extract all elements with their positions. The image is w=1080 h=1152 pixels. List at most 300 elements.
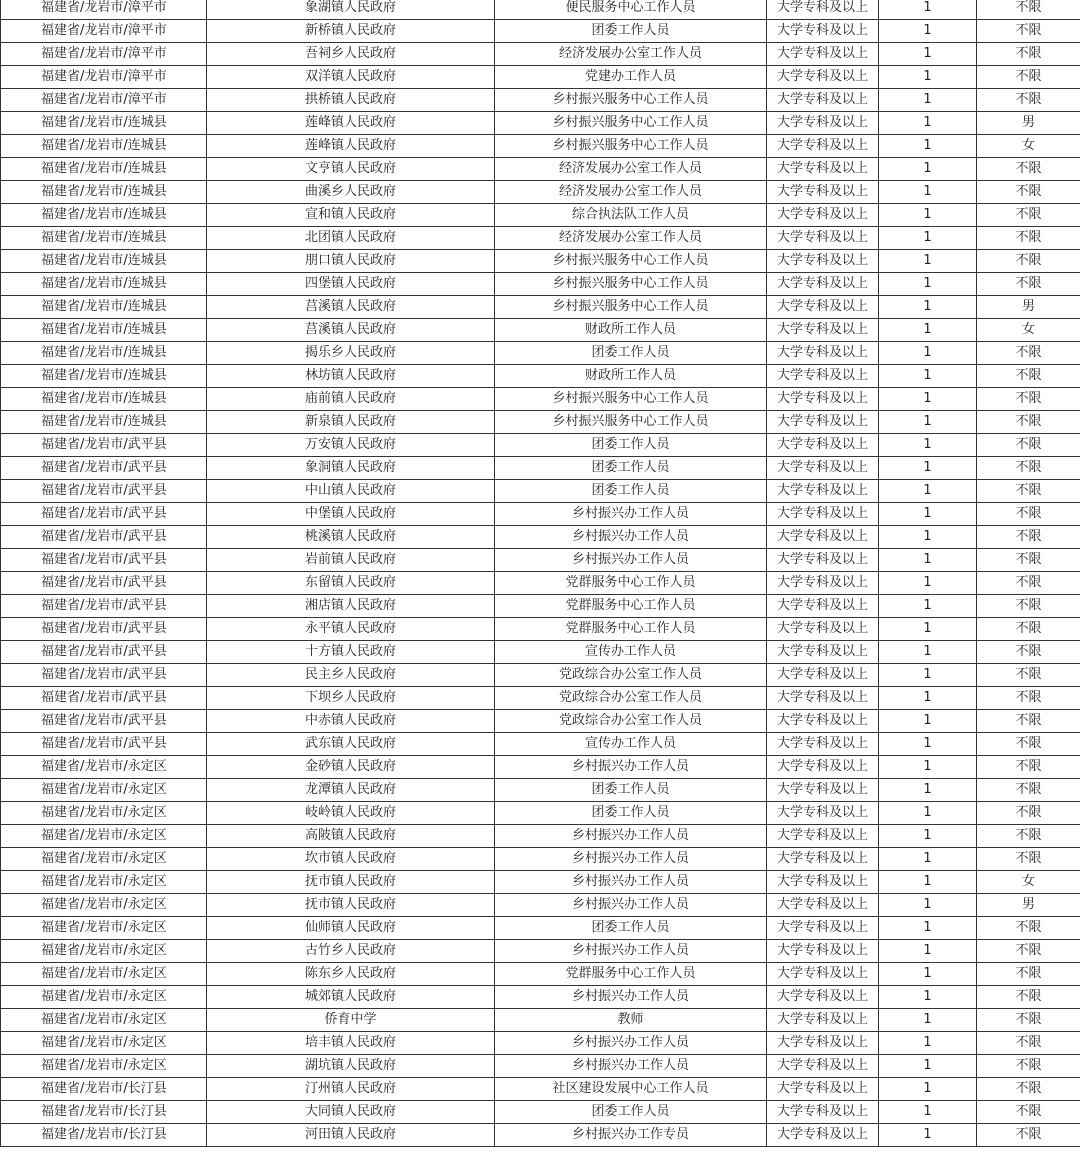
gender-cell: 不限: [977, 526, 1080, 549]
education-cell: 大学专科及以上: [767, 710, 879, 733]
table-row: [1, 1101, 1080, 1124]
region-cell: 福建省/龙岩市/武平县: [1, 710, 207, 733]
employer-cell: 金砂镇人民政府: [207, 756, 495, 779]
gender-cell: 不限: [977, 1124, 1080, 1147]
education-cell: 大学专科及以上: [767, 871, 879, 894]
gender-cell: 不限: [977, 664, 1080, 687]
position-cell: 乡村振兴服务中心工作人员: [495, 250, 767, 273]
education-cell: 大学专科及以上: [767, 848, 879, 871]
region-cell: 福建省/龙岩市/漳平市: [1, 43, 207, 66]
position-cell: 团委工作人员: [495, 802, 767, 825]
headcount-cell: 1: [879, 756, 977, 779]
position-cell: 乡村振兴办工作人员: [495, 526, 767, 549]
gender-cell: 女: [977, 319, 1080, 342]
headcount-cell: 1: [879, 825, 977, 848]
headcount-cell: 1: [879, 273, 977, 296]
gender-cell: 不限: [977, 572, 1080, 595]
gender-cell: 不限: [977, 733, 1080, 756]
headcount-cell: 1: [879, 0, 977, 20]
table-row: [1, 204, 1080, 227]
job-table-body: [1, 0, 1080, 1147]
education-cell: 大学专科及以上: [767, 227, 879, 250]
education-cell: 大学专科及以上: [767, 250, 879, 273]
gender-cell: 不限: [977, 687, 1080, 710]
employer-cell: 抚市镇人民政府: [207, 871, 495, 894]
education-cell: 大学专科及以上: [767, 1032, 879, 1055]
headcount-cell: 1: [879, 43, 977, 66]
table-row: [1, 227, 1080, 250]
position-cell: 经济发展办公室工作人员: [495, 227, 767, 250]
position-cell: 乡村振兴办工作人员: [495, 986, 767, 1009]
education-cell: 大学专科及以上: [767, 733, 879, 756]
headcount-cell: 1: [879, 1032, 977, 1055]
table-row: [1, 342, 1080, 365]
table-row: [1, 434, 1080, 457]
gender-cell: 不限: [977, 756, 1080, 779]
table-row: [1, 43, 1080, 66]
position-cell: 乡村振兴办工作人员: [495, 871, 767, 894]
region-cell: 福建省/龙岩市/永定区: [1, 825, 207, 848]
education-cell: 大学专科及以上: [767, 66, 879, 89]
position-cell: 经济发展办公室工作人员: [495, 158, 767, 181]
education-cell: 大学专科及以上: [767, 296, 879, 319]
position-cell: 乡村振兴服务中心工作人员: [495, 411, 767, 434]
employer-cell: 曲溪乡人民政府: [207, 181, 495, 204]
headcount-cell: 1: [879, 894, 977, 917]
gender-cell: 男: [977, 296, 1080, 319]
table-row: [1, 687, 1080, 710]
region-cell: 福建省/龙岩市/武平县: [1, 733, 207, 756]
education-cell: 大学专科及以上: [767, 1078, 879, 1101]
gender-cell: 不限: [977, 710, 1080, 733]
employer-cell: 城郊镇人民政府: [207, 986, 495, 1009]
gender-cell: 不限: [977, 802, 1080, 825]
employer-cell: 岐岭镇人民政府: [207, 802, 495, 825]
region-cell: 福建省/龙岩市/武平县: [1, 641, 207, 664]
headcount-cell: 1: [879, 572, 977, 595]
region-cell: 福建省/龙岩市/漳平市: [1, 0, 207, 20]
region-cell: 福建省/龙岩市/武平县: [1, 549, 207, 572]
headcount-cell: 1: [879, 963, 977, 986]
employer-cell: 龙潭镇人民政府: [207, 779, 495, 802]
position-cell: 经济发展办公室工作人员: [495, 43, 767, 66]
table-row: [1, 112, 1080, 135]
education-cell: 大学专科及以上: [767, 112, 879, 135]
gender-cell: 不限: [977, 204, 1080, 227]
employer-cell: 莒溪镇人民政府: [207, 296, 495, 319]
region-cell: 福建省/龙岩市/永定区: [1, 779, 207, 802]
gender-cell: 不限: [977, 342, 1080, 365]
education-cell: 大学专科及以上: [767, 319, 879, 342]
gender-cell: 不限: [977, 480, 1080, 503]
headcount-cell: 1: [879, 480, 977, 503]
position-cell: 团委工作人员: [495, 480, 767, 503]
gender-cell: 不限: [977, 411, 1080, 434]
employer-cell: 古竹乡人民政府: [207, 940, 495, 963]
position-cell: 教师: [495, 1009, 767, 1032]
employer-cell: 莲峰镇人民政府: [207, 135, 495, 158]
table-row: [1, 457, 1080, 480]
position-cell: 乡村振兴办工作专员: [495, 1124, 767, 1147]
region-cell: 福建省/龙岩市/漳平市: [1, 66, 207, 89]
region-cell: 福建省/龙岩市/漳平市: [1, 89, 207, 112]
employer-cell: 岩前镇人民政府: [207, 549, 495, 572]
headcount-cell: 1: [879, 618, 977, 641]
education-cell: 大学专科及以上: [767, 756, 879, 779]
position-cell: 党政综合办公室工作人员: [495, 664, 767, 687]
education-cell: 大学专科及以上: [767, 1124, 879, 1147]
gender-cell: 不限: [977, 1055, 1080, 1078]
position-cell: 宣传办工作人员: [495, 733, 767, 756]
table-row: [1, 158, 1080, 181]
table-row: [1, 181, 1080, 204]
region-cell: 福建省/龙岩市/永定区: [1, 963, 207, 986]
region-cell: 福建省/龙岩市/永定区: [1, 917, 207, 940]
gender-cell: 不限: [977, 89, 1080, 112]
position-cell: 乡村振兴办工作人员: [495, 894, 767, 917]
region-cell: 福建省/龙岩市/武平县: [1, 503, 207, 526]
position-cell: 社区建设发展中心工作人员: [495, 1078, 767, 1101]
employer-cell: 湘店镇人民政府: [207, 595, 495, 618]
headcount-cell: 1: [879, 526, 977, 549]
headcount-cell: 1: [879, 66, 977, 89]
education-cell: 大学专科及以上: [767, 1009, 879, 1032]
position-cell: 乡村振兴服务中心工作人员: [495, 388, 767, 411]
region-cell: 福建省/龙岩市/长汀县: [1, 1101, 207, 1124]
education-cell: 大学专科及以上: [767, 181, 879, 204]
education-cell: 大学专科及以上: [767, 618, 879, 641]
region-cell: 福建省/龙岩市/武平县: [1, 434, 207, 457]
headcount-cell: 1: [879, 710, 977, 733]
table-row: [1, 825, 1080, 848]
region-cell: 福建省/龙岩市/武平县: [1, 618, 207, 641]
employer-cell: 新泉镇人民政府: [207, 411, 495, 434]
gender-cell: 不限: [977, 227, 1080, 250]
headcount-cell: 1: [879, 1078, 977, 1101]
position-cell: 党群服务中心工作人员: [495, 572, 767, 595]
table-row: [1, 618, 1080, 641]
employer-cell: 双洋镇人民政府: [207, 66, 495, 89]
region-cell: 福建省/龙岩市/连城县: [1, 227, 207, 250]
region-cell: 福建省/龙岩市/永定区: [1, 1032, 207, 1055]
position-cell: 党群服务中心工作人员: [495, 618, 767, 641]
table-row: [1, 250, 1080, 273]
table-row: [1, 1032, 1080, 1055]
gender-cell: 不限: [977, 43, 1080, 66]
education-cell: 大学专科及以上: [767, 365, 879, 388]
employer-cell: 象湖镇人民政府: [207, 0, 495, 20]
gender-cell: 不限: [977, 434, 1080, 457]
table-row: [1, 917, 1080, 940]
position-cell: 团委工作人员: [495, 342, 767, 365]
gender-cell: 不限: [977, 158, 1080, 181]
region-cell: 福建省/龙岩市/永定区: [1, 756, 207, 779]
education-cell: 大学专科及以上: [767, 986, 879, 1009]
table-row: [1, 1078, 1080, 1101]
employer-cell: 东留镇人民政府: [207, 572, 495, 595]
table-row: [1, 66, 1080, 89]
employer-cell: 文亨镇人民政府: [207, 158, 495, 181]
position-cell: 乡村振兴办工作人员: [495, 848, 767, 871]
position-cell: 乡村振兴办工作人员: [495, 1055, 767, 1078]
education-cell: 大学专科及以上: [767, 641, 879, 664]
employer-cell: 河田镇人民政府: [207, 1124, 495, 1147]
education-cell: 大学专科及以上: [767, 0, 879, 20]
headcount-cell: 1: [879, 595, 977, 618]
position-cell: 党政综合办公室工作人员: [495, 710, 767, 733]
region-cell: 福建省/龙岩市/连城县: [1, 319, 207, 342]
education-cell: 大学专科及以上: [767, 342, 879, 365]
employer-cell: 坎市镇人民政府: [207, 848, 495, 871]
gender-cell: 不限: [977, 388, 1080, 411]
table-row: [1, 963, 1080, 986]
table-row: [1, 89, 1080, 112]
region-cell: 福建省/龙岩市/武平县: [1, 687, 207, 710]
headcount-cell: 1: [879, 365, 977, 388]
table-row: [1, 503, 1080, 526]
employer-cell: 拱桥镇人民政府: [207, 89, 495, 112]
position-cell: 乡村振兴服务中心工作人员: [495, 273, 767, 296]
education-cell: 大学专科及以上: [767, 549, 879, 572]
education-cell: 大学专科及以上: [767, 572, 879, 595]
table-row: [1, 319, 1080, 342]
table-row: [1, 894, 1080, 917]
employer-cell: 大同镇人民政府: [207, 1101, 495, 1124]
employer-cell: 象洞镇人民政府: [207, 457, 495, 480]
headcount-cell: 1: [879, 158, 977, 181]
headcount-cell: 1: [879, 848, 977, 871]
gender-cell: 不限: [977, 779, 1080, 802]
education-cell: 大学专科及以上: [767, 779, 879, 802]
gender-cell: 女: [977, 135, 1080, 158]
position-cell: 乡村振兴办工作人员: [495, 503, 767, 526]
employer-cell: 朋口镇人民政府: [207, 250, 495, 273]
region-cell: 福建省/龙岩市/连城县: [1, 296, 207, 319]
table-row: [1, 365, 1080, 388]
headcount-cell: 1: [879, 112, 977, 135]
employer-cell: 武东镇人民政府: [207, 733, 495, 756]
gender-cell: 不限: [977, 20, 1080, 43]
position-cell: 乡村振兴服务中心工作人员: [495, 135, 767, 158]
region-cell: 福建省/龙岩市/连城县: [1, 273, 207, 296]
gender-cell: 不限: [977, 618, 1080, 641]
headcount-cell: 1: [879, 296, 977, 319]
position-cell: 党政综合办公室工作人员: [495, 687, 767, 710]
education-cell: 大学专科及以上: [767, 135, 879, 158]
headcount-cell: 1: [879, 940, 977, 963]
headcount-cell: 1: [879, 779, 977, 802]
region-cell: 福建省/龙岩市/永定区: [1, 1055, 207, 1078]
position-cell: 党群服务中心工作人员: [495, 963, 767, 986]
education-cell: 大学专科及以上: [767, 1055, 879, 1078]
employer-cell: 庙前镇人民政府: [207, 388, 495, 411]
region-cell: 福建省/龙岩市/连城县: [1, 181, 207, 204]
position-cell: 便民服务中心工作人员: [495, 0, 767, 20]
education-cell: 大学专科及以上: [767, 802, 879, 825]
employer-cell: 万安镇人民政府: [207, 434, 495, 457]
gender-cell: 不限: [977, 1032, 1080, 1055]
headcount-cell: 1: [879, 986, 977, 1009]
headcount-cell: 1: [879, 181, 977, 204]
position-cell: 团委工作人员: [495, 20, 767, 43]
employer-cell: 新桥镇人民政府: [207, 20, 495, 43]
headcount-cell: 1: [879, 1009, 977, 1032]
position-cell: 乡村振兴办工作人员: [495, 940, 767, 963]
table-row: [1, 1055, 1080, 1078]
region-cell: 福建省/龙岩市/连城县: [1, 204, 207, 227]
gender-cell: 不限: [977, 641, 1080, 664]
employer-cell: 抚市镇人民政府: [207, 894, 495, 917]
gender-cell: 男: [977, 112, 1080, 135]
region-cell: 福建省/龙岩市/武平县: [1, 664, 207, 687]
region-cell: 福建省/龙岩市/永定区: [1, 894, 207, 917]
employer-cell: 莲峰镇人民政府: [207, 112, 495, 135]
region-cell: 福建省/龙岩市/武平县: [1, 457, 207, 480]
table-row: [1, 20, 1080, 43]
gender-cell: 不限: [977, 1078, 1080, 1101]
employer-cell: 吾祠乡人民政府: [207, 43, 495, 66]
gender-cell: 不限: [977, 1009, 1080, 1032]
gender-cell: 不限: [977, 917, 1080, 940]
region-cell: 福建省/龙岩市/长汀县: [1, 1124, 207, 1147]
region-cell: 福建省/龙岩市/连城县: [1, 411, 207, 434]
position-cell: 乡村振兴服务中心工作人员: [495, 89, 767, 112]
headcount-cell: 1: [879, 250, 977, 273]
employer-cell: 中堡镇人民政府: [207, 503, 495, 526]
position-cell: 团委工作人员: [495, 434, 767, 457]
headcount-cell: 1: [879, 319, 977, 342]
gender-cell: 不限: [977, 0, 1080, 20]
education-cell: 大学专科及以上: [767, 480, 879, 503]
headcount-cell: 1: [879, 664, 977, 687]
headcount-cell: 1: [879, 388, 977, 411]
education-cell: 大学专科及以上: [767, 825, 879, 848]
table-row: [1, 0, 1080, 20]
education-cell: 大学专科及以上: [767, 20, 879, 43]
education-cell: 大学专科及以上: [767, 503, 879, 526]
education-cell: 大学专科及以上: [767, 940, 879, 963]
employer-cell: 莒溪镇人民政府: [207, 319, 495, 342]
position-cell: 宣传办工作人员: [495, 641, 767, 664]
table-row: [1, 135, 1080, 158]
headcount-cell: 1: [879, 457, 977, 480]
position-cell: 财政所工作人员: [495, 365, 767, 388]
education-cell: 大学专科及以上: [767, 917, 879, 940]
region-cell: 福建省/龙岩市/永定区: [1, 986, 207, 1009]
table-row: [1, 710, 1080, 733]
employer-cell: 高陂镇人民政府: [207, 825, 495, 848]
region-cell: 福建省/龙岩市/连城县: [1, 135, 207, 158]
employer-cell: 湖坑镇人民政府: [207, 1055, 495, 1078]
position-cell: 乡村振兴办工作人员: [495, 1032, 767, 1055]
table-row: [1, 1009, 1080, 1032]
employer-cell: 中山镇人民政府: [207, 480, 495, 503]
region-cell: 福建省/龙岩市/连城县: [1, 112, 207, 135]
gender-cell: 不限: [977, 986, 1080, 1009]
table-row: [1, 388, 1080, 411]
gender-cell: 不限: [977, 549, 1080, 572]
position-cell: 财政所工作人员: [495, 319, 767, 342]
headcount-cell: 1: [879, 1101, 977, 1124]
region-cell: 福建省/龙岩市/长汀县: [1, 1078, 207, 1101]
gender-cell: 男: [977, 894, 1080, 917]
headcount-cell: 1: [879, 503, 977, 526]
headcount-cell: 1: [879, 89, 977, 112]
education-cell: 大学专科及以上: [767, 526, 879, 549]
headcount-cell: 1: [879, 342, 977, 365]
employer-cell: 永平镇人民政府: [207, 618, 495, 641]
table-row: [1, 480, 1080, 503]
table-row: [1, 572, 1080, 595]
headcount-cell: 1: [879, 733, 977, 756]
region-cell: 福建省/龙岩市/连城县: [1, 250, 207, 273]
table-row: [1, 641, 1080, 664]
position-cell: 团委工作人员: [495, 457, 767, 480]
gender-cell: 不限: [977, 273, 1080, 296]
employer-cell: 下坝乡人民政府: [207, 687, 495, 710]
gender-cell: 女: [977, 871, 1080, 894]
table-row: [1, 664, 1080, 687]
education-cell: 大学专科及以上: [767, 457, 879, 480]
table-row: [1, 848, 1080, 871]
gender-cell: 不限: [977, 250, 1080, 273]
region-cell: 福建省/龙岩市/永定区: [1, 871, 207, 894]
region-cell: 福建省/龙岩市/武平县: [1, 526, 207, 549]
gender-cell: 不限: [977, 365, 1080, 388]
table-row: [1, 526, 1080, 549]
gender-cell: 不限: [977, 825, 1080, 848]
headcount-cell: 1: [879, 871, 977, 894]
table-row: [1, 986, 1080, 1009]
region-cell: 福建省/龙岩市/武平县: [1, 480, 207, 503]
gender-cell: 不限: [977, 1101, 1080, 1124]
employer-cell: 十方镇人民政府: [207, 641, 495, 664]
employer-cell: 四堡镇人民政府: [207, 273, 495, 296]
employer-cell: 林坊镇人民政府: [207, 365, 495, 388]
education-cell: 大学专科及以上: [767, 388, 879, 411]
position-cell: 乡村振兴服务中心工作人员: [495, 296, 767, 319]
table-row: [1, 940, 1080, 963]
gender-cell: 不限: [977, 963, 1080, 986]
table-row: [1, 411, 1080, 434]
education-cell: 大学专科及以上: [767, 411, 879, 434]
employer-cell: 陈东乡人民政府: [207, 963, 495, 986]
education-cell: 大学专科及以上: [767, 963, 879, 986]
headcount-cell: 1: [879, 411, 977, 434]
region-cell: 福建省/龙岩市/武平县: [1, 595, 207, 618]
position-cell: 团委工作人员: [495, 1101, 767, 1124]
gender-cell: 不限: [977, 940, 1080, 963]
gender-cell: 不限: [977, 457, 1080, 480]
headcount-cell: 1: [879, 1124, 977, 1147]
headcount-cell: 1: [879, 20, 977, 43]
headcount-cell: 1: [879, 549, 977, 572]
employer-cell: 北团镇人民政府: [207, 227, 495, 250]
employer-cell: 宣和镇人民政府: [207, 204, 495, 227]
region-cell: 福建省/龙岩市/连城县: [1, 342, 207, 365]
region-cell: 福建省/龙岩市/永定区: [1, 940, 207, 963]
headcount-cell: 1: [879, 687, 977, 710]
table-row: [1, 595, 1080, 618]
gender-cell: 不限: [977, 595, 1080, 618]
education-cell: 大学专科及以上: [767, 434, 879, 457]
employer-cell: 汀州镇人民政府: [207, 1078, 495, 1101]
headcount-cell: 1: [879, 802, 977, 825]
headcount-cell: 1: [879, 917, 977, 940]
employer-cell: 民主乡人民政府: [207, 664, 495, 687]
education-cell: 大学专科及以上: [767, 43, 879, 66]
region-cell: 福建省/龙岩市/漳平市: [1, 20, 207, 43]
